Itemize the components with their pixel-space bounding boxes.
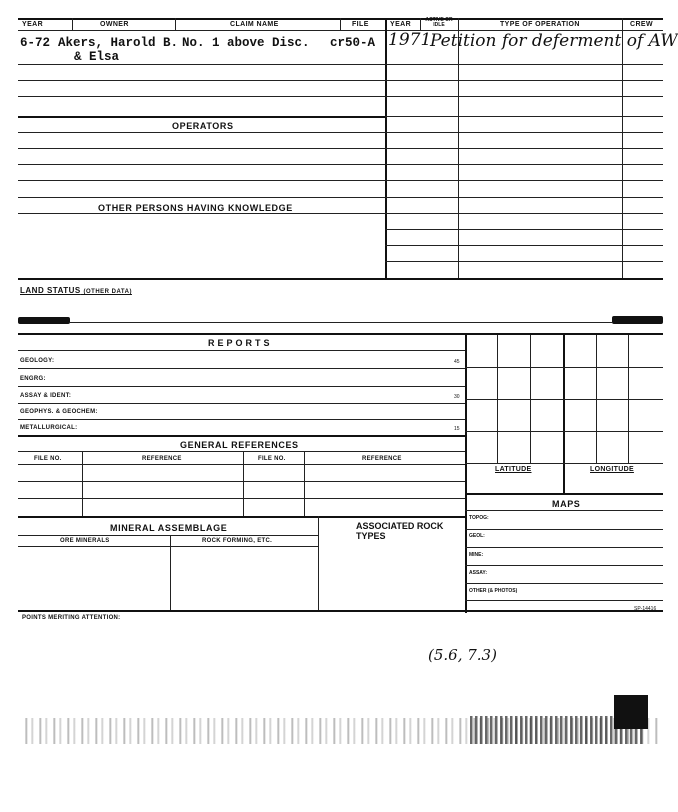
points-meriting-attention: POINTS MERITING ATTENTION: [22, 615, 121, 621]
row-rule [18, 197, 385, 198]
operators-rule [18, 132, 385, 133]
header-active-or-idle: ACTIVE OR IDLE [425, 17, 453, 28]
divider [175, 18, 176, 30]
coord-grid-rule [465, 399, 663, 400]
maps-top-rule [465, 493, 663, 495]
header-crew: CREW [630, 21, 653, 28]
row-rule [385, 180, 663, 181]
handwritten-note: (5.6, 7.3) [428, 646, 497, 664]
maps-rule [465, 510, 663, 511]
operators-heading: OPERATORS [172, 121, 234, 131]
report-engrg: ENGRG: [20, 376, 46, 382]
reports-heading: REPORTS [208, 338, 273, 348]
reports-right-divider [465, 333, 467, 613]
entry-file: cr50-A [330, 36, 376, 50]
gen-ref-rule [18, 464, 465, 465]
land-status-top-rule [18, 278, 663, 280]
maps-rule [465, 529, 663, 530]
reports-top-rule [18, 333, 663, 335]
header-claim-name: CLAIM NAME [230, 21, 279, 28]
general-references-top-rule [18, 435, 465, 437]
maps-rule [465, 600, 663, 601]
gen-ref-col-divider [304, 451, 305, 516]
coord-grid-rule [465, 367, 663, 368]
report-rule [18, 368, 465, 369]
row-rule [385, 164, 663, 165]
header-file: FILE [352, 21, 369, 28]
coord-grid-divider [563, 335, 565, 493]
map-other: OTHER (& PHOTOS) [469, 588, 518, 594]
report-metallurgical: METALLURGICAL: [20, 425, 78, 431]
ore-minerals-label: ORE MINERALS [60, 538, 110, 544]
divider [420, 18, 421, 30]
entry-owner-line1: Akers, Harold B. [58, 36, 179, 50]
header-type-of-operation: TYPE OF OPERATION [500, 21, 580, 28]
row-rule [18, 180, 385, 181]
row-rule [385, 64, 663, 65]
row-rule [18, 96, 385, 97]
report-geology: GEOLOGY: [20, 358, 55, 364]
scan-black-square [614, 695, 648, 729]
associated-rock-types-heading: ASSOCIATED ROCK TYPES [356, 521, 444, 541]
other-persons-heading: OTHER PERSONS HAVING KNOWLEDGE [98, 203, 293, 213]
row-rule [385, 132, 663, 133]
row-rule [385, 80, 663, 81]
maps-heading: MAPS [552, 499, 581, 509]
mineral-top-rule [18, 516, 465, 518]
entry-year-handwritten: 1971 [388, 30, 432, 50]
land-status-note: (OTHER DATA) [83, 289, 132, 295]
row-rule [18, 164, 385, 165]
maps-rule [465, 547, 663, 548]
row-rule [385, 197, 663, 198]
row-rule [385, 213, 663, 214]
gen-ref-col-divider [243, 451, 244, 516]
gen-ref-reference-1: REFERENCE [142, 456, 182, 462]
row-rule [385, 229, 663, 230]
redaction-mark-right [612, 316, 663, 324]
land-status-heading [20, 286, 132, 295]
report-rule [18, 403, 465, 404]
gen-ref-reference-2: REFERENCE [362, 456, 402, 462]
row-rule [385, 261, 663, 262]
latitude-label: LATITUDE [495, 466, 532, 473]
report-metallurgical-num: 15 [454, 426, 460, 432]
report-assay: ASSAY & IDENT: [20, 393, 72, 399]
header-year: YEAR [22, 21, 44, 28]
coord-grid-rule [465, 463, 663, 464]
entry-year: 6-72 [20, 36, 51, 50]
entry-claim: No. 1 above Disc. [182, 36, 310, 50]
report-geology-num: 45 [454, 359, 460, 365]
map-mine: MINE: [469, 552, 484, 558]
coord-grid-rule [465, 431, 663, 432]
row-rule [18, 80, 385, 81]
reports-header-rule [18, 350, 465, 351]
maps-rule [465, 583, 663, 584]
longitude-label: LONGITUDE [590, 466, 634, 473]
other-persons-rule [18, 213, 385, 214]
gen-ref-col-divider [82, 451, 83, 516]
row-rule [385, 116, 663, 117]
mineral-col-divider [170, 535, 171, 610]
general-references-heading: GENERAL REFERENCES [180, 440, 299, 450]
land-status-label: LAND STATUS [20, 286, 81, 295]
entry-operation-handwritten: Petition for deferment of AW [430, 31, 678, 51]
gen-ref-rule [18, 451, 465, 452]
rock-forming-label: ROCK FORMING, ETC. [202, 538, 273, 544]
mineral-rule [18, 546, 318, 547]
map-geol: GEOL: [469, 533, 485, 539]
redaction-mark-left [18, 317, 70, 324]
form-number: SP-14416 [634, 606, 657, 612]
row-rule [385, 96, 663, 97]
gen-ref-file-no-1: FILE NO. [34, 456, 62, 462]
gen-ref-rule [18, 481, 465, 482]
maps-rule [465, 565, 663, 566]
entry-owner-line2: & Elsa [74, 50, 120, 64]
gen-ref-rule [18, 498, 465, 499]
land-status-rule [70, 322, 612, 323]
row-rule [18, 64, 385, 65]
bottom-rule [18, 610, 663, 612]
map-assay: ASSAY: [469, 570, 488, 576]
report-rule [18, 386, 465, 387]
row-rule [18, 148, 385, 149]
header-owner: OWNER [100, 21, 129, 28]
report-assay-num: 30 [454, 394, 460, 400]
row-rule [385, 245, 663, 246]
mineral-rock-divider [318, 516, 319, 610]
header-year-2: YEAR [390, 21, 412, 28]
report-rule [18, 419, 465, 420]
report-geophys: GEOPHYS. & GEOCHEM: [20, 409, 98, 415]
divider [72, 18, 73, 30]
divider [340, 18, 341, 30]
row-rule [385, 148, 663, 149]
gen-ref-file-no-2: FILE NO. [258, 456, 286, 462]
map-topog: TOPOG: [469, 515, 489, 521]
mineral-assemblage-heading: MINERAL ASSEMBLAGE [110, 523, 228, 533]
operators-top-rule [18, 116, 385, 118]
mineral-rule [18, 535, 318, 536]
